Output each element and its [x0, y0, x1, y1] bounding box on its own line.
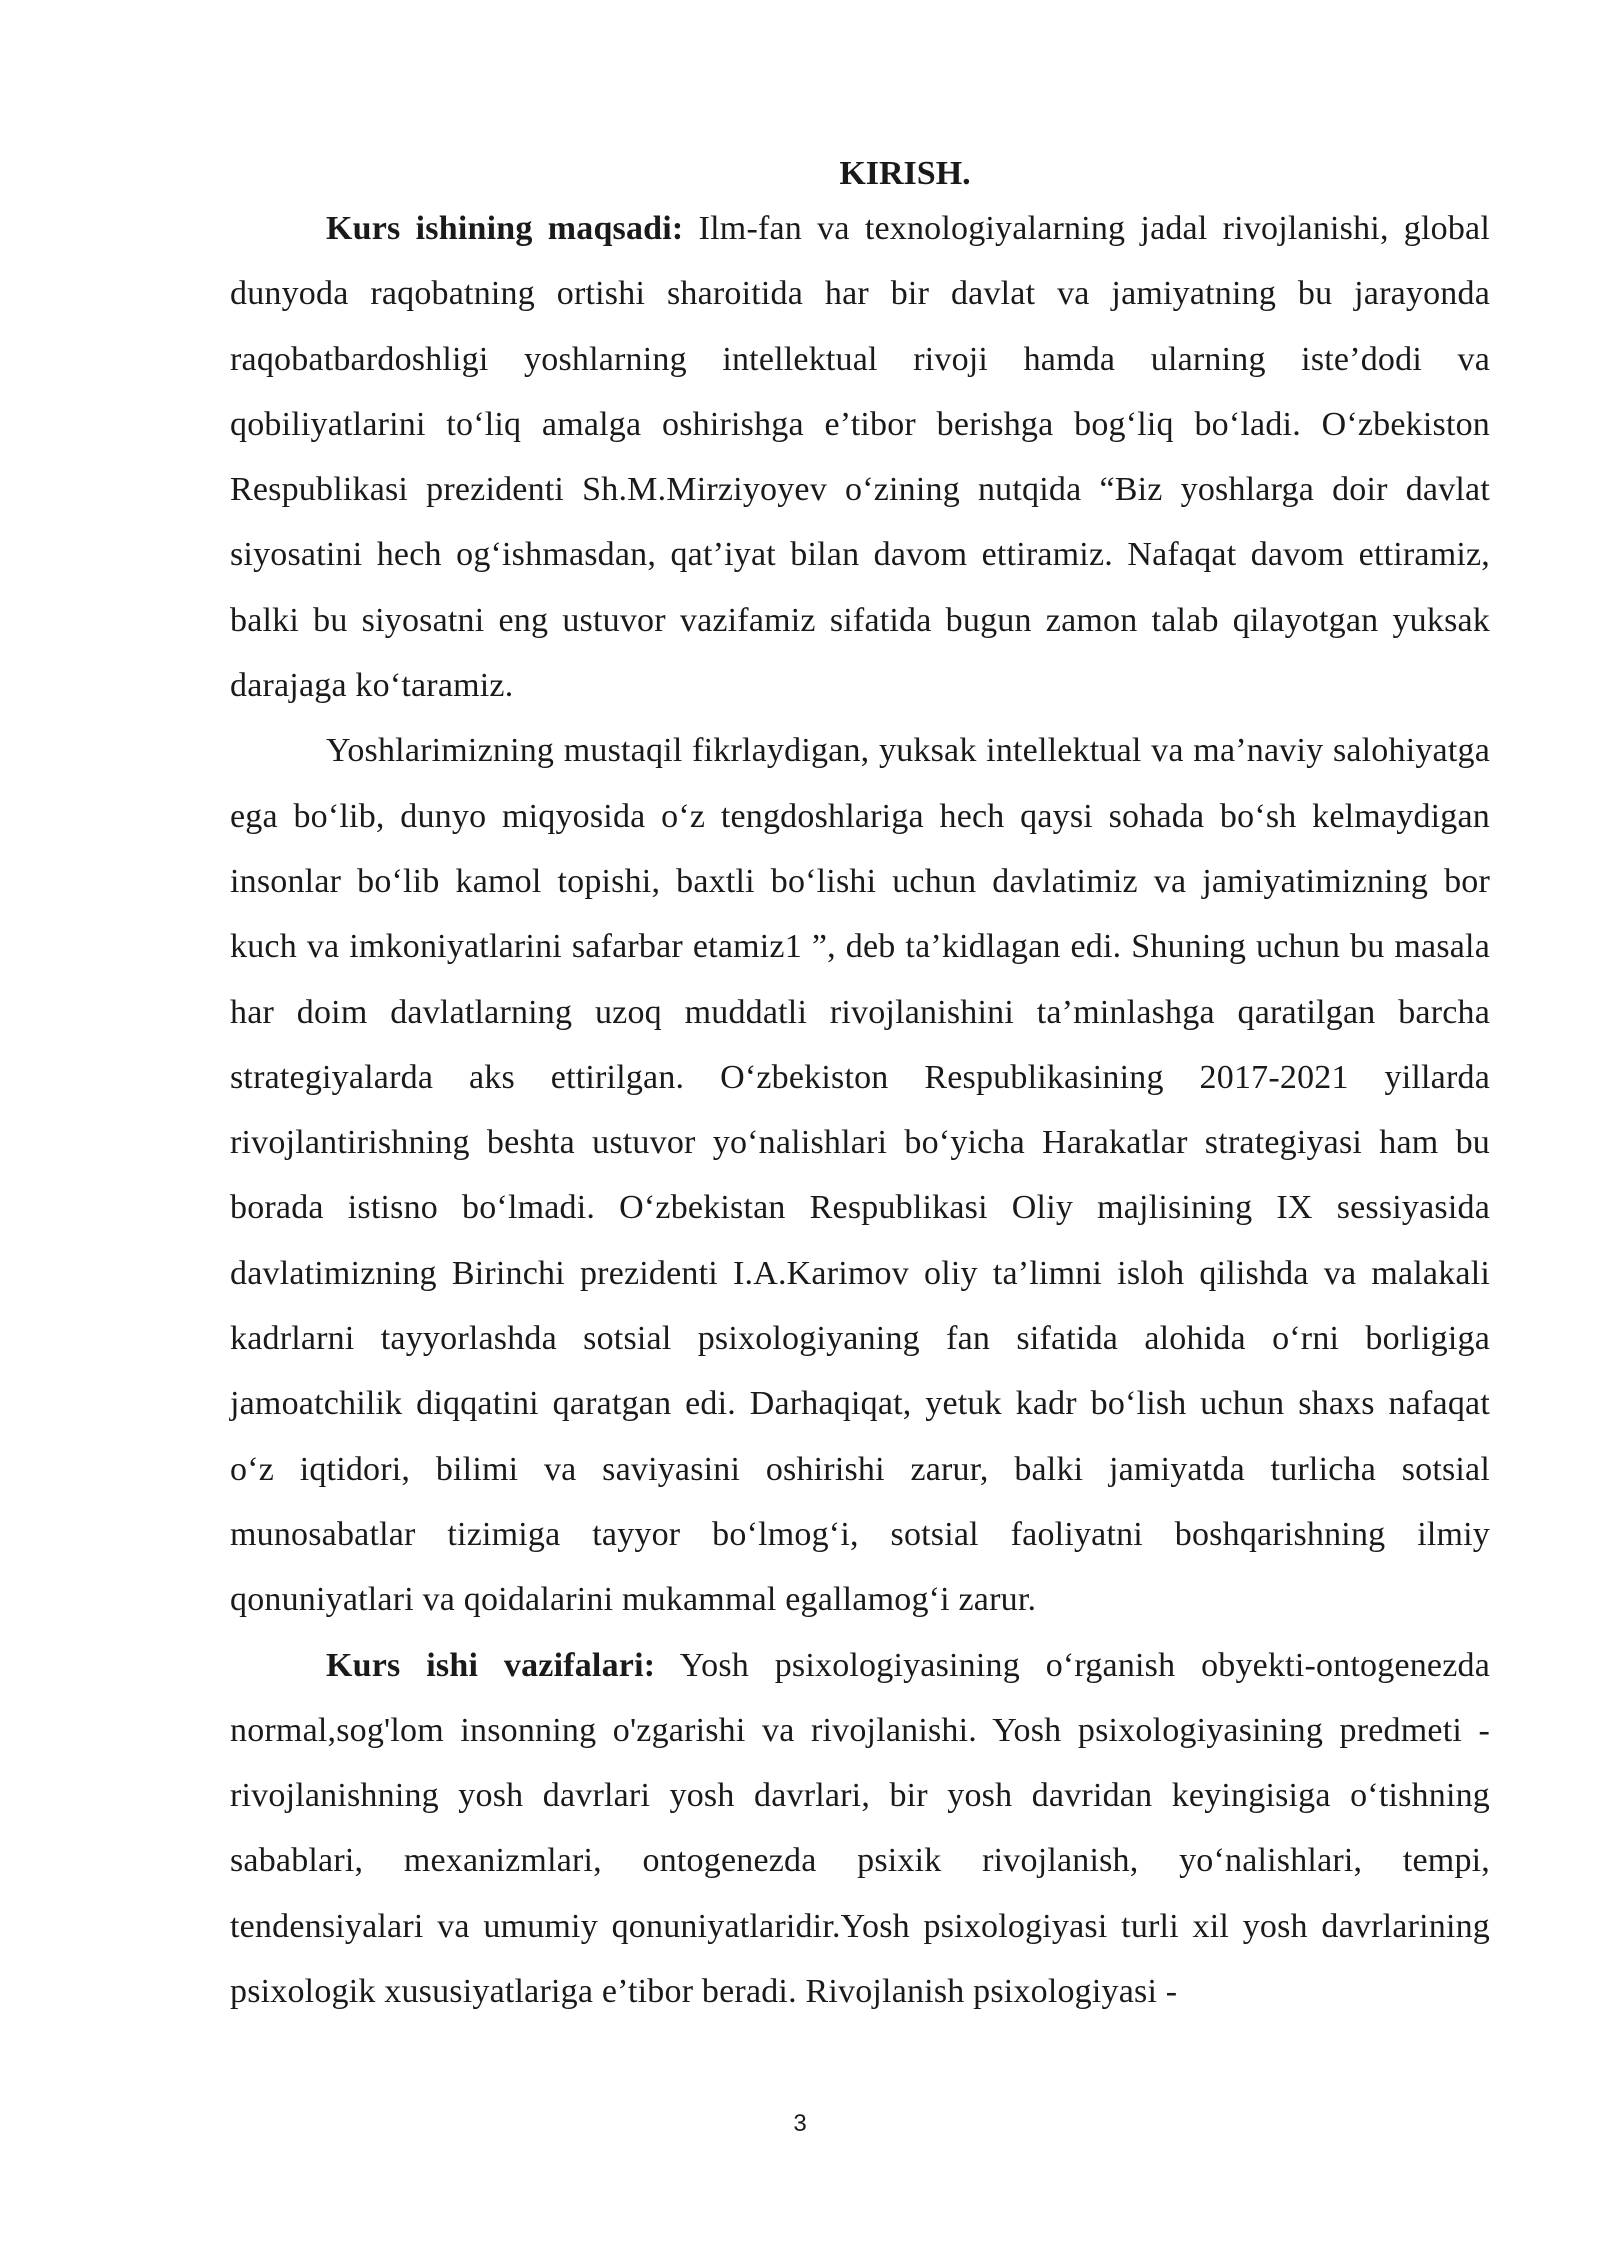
paragraph-lead: Kurs ishining maqsadi:	[326, 210, 684, 247]
page-title: KIRISH.	[839, 155, 971, 192]
paragraph-goal	[230, 196, 1490, 718]
paragraph-text: Yosh psixologiyasining o‘rganish obyekti-ontogenezda normal,sog'lom insonning o'zgarishi va rivojlanishi. Yosh psixologiyasining predmeti - rivojlanishning yosh davrlari yosh davrlari, bir yosh davridan keyingisiga o‘tishning sabablari, mexanizmlari, ontogenezda psixik rivojlanish, yo‘nalishlari, tempi, tendensiyalari va umumiy qonuniyatlaridir.Yosh psixologiyasi turli xil yosh davrlarining psixologik xususiyatlariga e’tibor beradi. Rivojlanish psixologiyasi -	[230, 1646, 1491, 2011]
paragraph-body	[230, 718, 1490, 1632]
paragraph-text: Ilm-fan va texnologiyalarning jadal rivojlanishi, global dunyoda raqobatning ortishi sharoitida har bir davlat va jamiyatning bu jarayonda raqobatbardoshligi yoshlarning intellektual rivoji hamda ularning iste’dodi va qobiliyatlarini to‘liq amalga oshirishga e’tibor berishga bog‘liq bo‘ladi. O‘zbekiston Respublikasi prezidenti Sh.M.Mirziyoyev o‘zining nutqida “Biz yoshlarga doir davlat siyosatini hech og‘ishmasdan, qat’iyat bilan davom ettiramiz. Nafaqat davom ettiramiz, balki bu siyosatni eng ustuvor vazifamiz sifatida bugun zamon talab qilayotgan yuksak darajaga ko‘taramiz.	[230, 210, 1490, 705]
page-number: 3	[793, 2110, 807, 2137]
paragraph-tasks	[230, 1633, 1490, 2025]
paragraph-text: Yoshlarimizning mustaqil fikrlaydigan, yuksak intellektual va ma’naviy salohiyatga ega bo‘lib, dunyo miqyosida o‘z tengdoshlariga hech qaysi sohada bo‘sh kelmaydigan insonlar bo‘lib kamol topishi, baxtli bo‘lishi uchun davlatimiz va jamiyatimizning bor kuch va imkoniyatlarini safarbar etamiz1 ”, deb ta’kidlagan edi. Shuning uchun bu masala har doim davlatlarning uzoq muddatli rivojlanishini ta’minlashga qaratilgan barcha strategiyalarda aks ettirilgan. O‘zbekiston Respublikasining 2017-2021 yillarda rivojlantirishning beshta ustuvor yo‘nalishlari bo‘yicha Harakatlar strategiyasi ham bu borada istisno bo‘lmadi. O‘zbekistan Respublikasi Oliy majlisining IX sessiyasida davlatimizning Birinchi prezidenti I.A.Karimov oliy ta’limni isloh qilishda va malakali kadrlarni tayyorlashda sotsial psixologiyaning fan sifatida alohida o‘rni borligiga jamoatchilik diqqatini qaratgan edi. Darhaqiqat, yetuk kadr bo‘lish uchun shaxs nafaqat o‘z iqtidori, bilimi va saviyasini oshirishi zarur, balki jamiyatda turlicha sotsial munosabatlar tizimiga tayyor bo‘lmog‘i, sotsial faoliyatni boshqarishning ilmiy qonuniyatlari va qoidalarini mukammal egallamog‘i zarur.	[230, 732, 1490, 1619]
paragraph-lead: Kurs ishi vazifalari:	[326, 1646, 656, 1684]
page-content	[230, 152, 1490, 2024]
